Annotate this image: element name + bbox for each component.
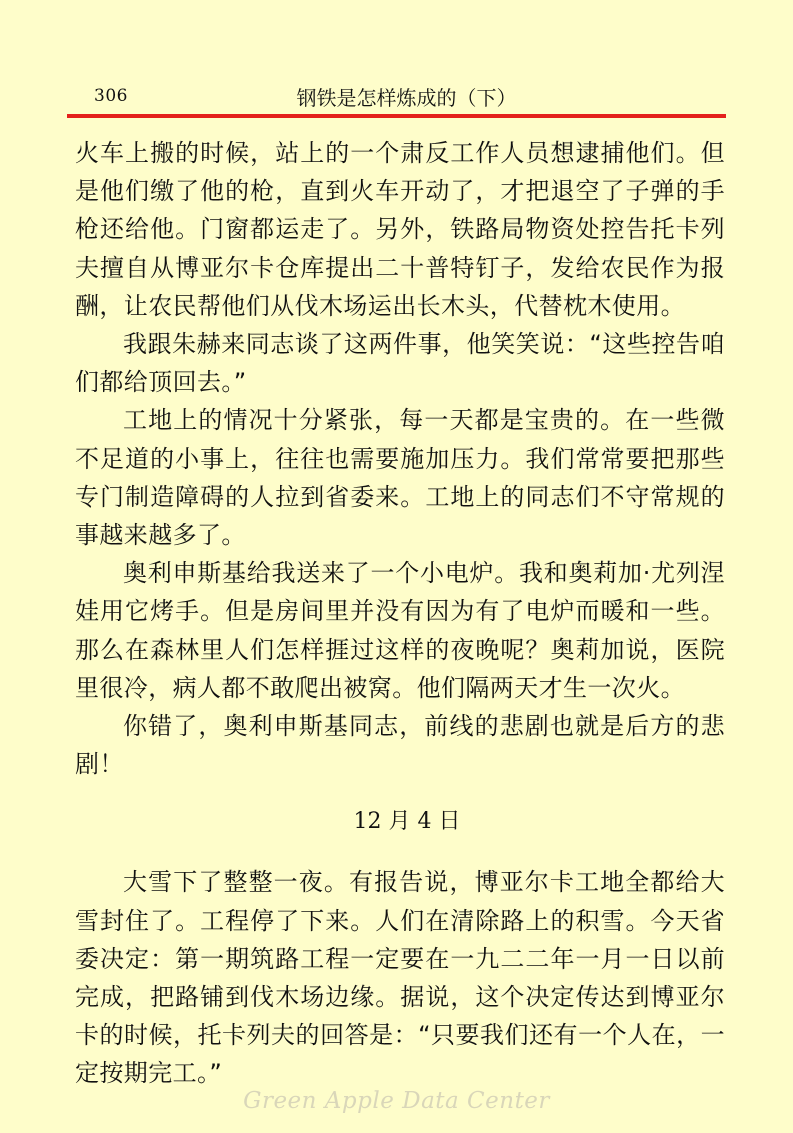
watermark: Green Apple Data Center [243,1088,550,1114]
header-rule [67,114,726,118]
page-number: 306 [94,86,128,106]
book-title: 钢铁是怎样炼成的（下） [296,86,517,110]
paragraph-4: 奥利申斯基给我送来了一个小电炉。我和奥莉加·尤列涅娃用它烤手。但是房间里并没有因为有了电炉而暖和一些。那么在森林里人们怎样捱过这样的夜晚呢？奥莉加说，医院里很冷，病人都不敢爬出被窝。他们隔两天才生一次火。 [75,559,725,702]
body-text [75,134,725,1093]
paragraph-3: 工地上的情况十分紧张，每一天都是宝贵的。在一些微不足道的小事上，往往也需要施加压力。我们常常要把那些专门制造障碍的人拉到省委来。工地上的同志们不守常规的事越来越多了。 [75,406,725,550]
paragraph-1: 火车上搬的时候，站上的一个肃反工作人员想逮捕他们。但是他们缴了他的枪，直到火车开动了，才把退空了子弹的手枪还给他。门窗都运走了。另外，铁路局物资处控告托卡列夫擅自从博亚尔卡仓库提出二十普特钉子，发给农民作为报酬，让农民帮他们从伐木场运出长木头，代替枕木使用。 [75,139,725,320]
date-heading: 12 月 4 日 [353,809,461,835]
paragraph-2: 我跟朱赫来同志谈了这两件事，他笑笑说：“这些控告咱们都给顶回去。” [75,330,725,397]
paragraph-5: 你错了，奥利申斯基同志，前线的悲剧也就是后方的悲剧！ [75,712,725,779]
paragraph-6: 大雪下了整整一夜。有报告说，博亚尔卡工地全都给大雪封住了。工程停了下来。人们在清除路上的积雪。今天省委决定：第一期筑路工程一定要在一九二二年一月一日以前完成，把路铺到伐木场边缘。据说，这个决定传达到博亚尔卡的时候，托卡列夫的回答是：“只要我们还有一个人在，一定按期完工。” [75,868,725,1088]
